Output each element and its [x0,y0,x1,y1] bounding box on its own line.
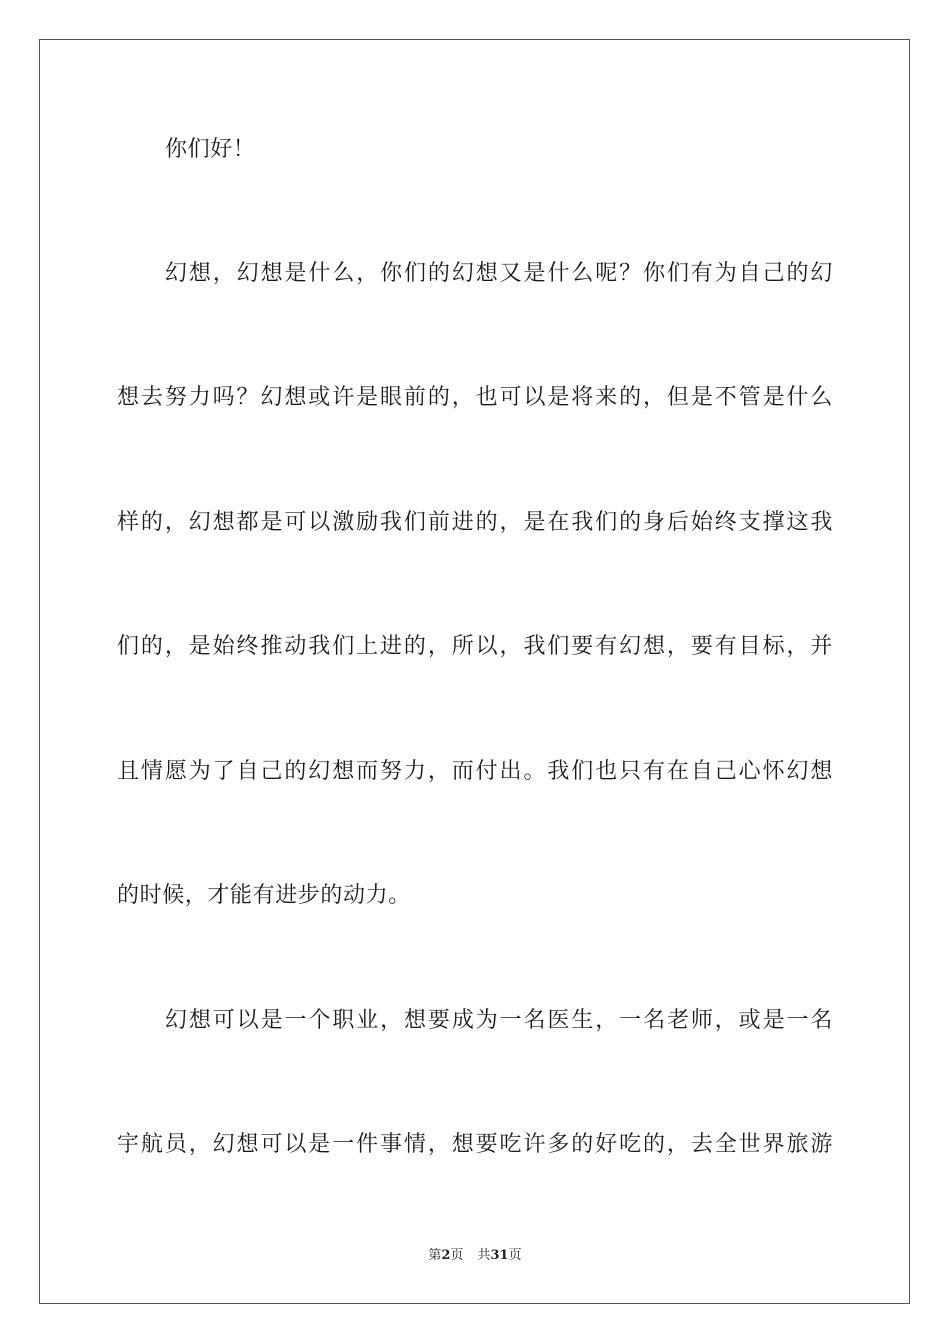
paragraph-2-line-1: 幻想可以是一个职业，想要成为一名医生，一名老师，或是一名 [165,1008,833,1033]
footer-page-number: 2 [441,1248,451,1263]
page-footer [0,1247,950,1265]
paragraph-1-line-3: 样的，幻想都是可以激励我们前进的，是在我们的身后始终支撑这我 [117,510,833,535]
paragraph-1-line-4: 们的，是始终推动我们上进的，所以，我们要有幻想，要有目标，并 [117,634,833,659]
greeting-line: 你们好！ [165,137,256,162]
paragraph-1-line-1: 幻想，幻想是什么，你们的幻想又是什么呢？你们有为自己的幻 [165,261,833,286]
paragraph-1-line-2: 想去努力吗？幻想或许是眼前的，也可以是将来的，但是不管是什么 [117,385,833,410]
footer-page-suffix: 页 [450,1248,464,1263]
footer-total-prefix: 共 [477,1248,491,1263]
footer-page-prefix: 第 [428,1248,442,1263]
paragraph-2-line-2: 宇航员，幻想可以是一件事情，想要吃许多的好吃的，去全世界旅游 [117,1132,833,1157]
page-frame [39,39,910,1304]
footer-total-suffix: 页 [508,1248,522,1263]
footer-total-pages: 31 [490,1248,509,1263]
paragraph-1-line-5: 且情愿为了自己的幻想而努力，而付出。我们也只有在自己心怀幻想 [117,759,833,784]
paragraph-1-line-6: 的时候，才能有进步的动力。 [117,883,411,908]
